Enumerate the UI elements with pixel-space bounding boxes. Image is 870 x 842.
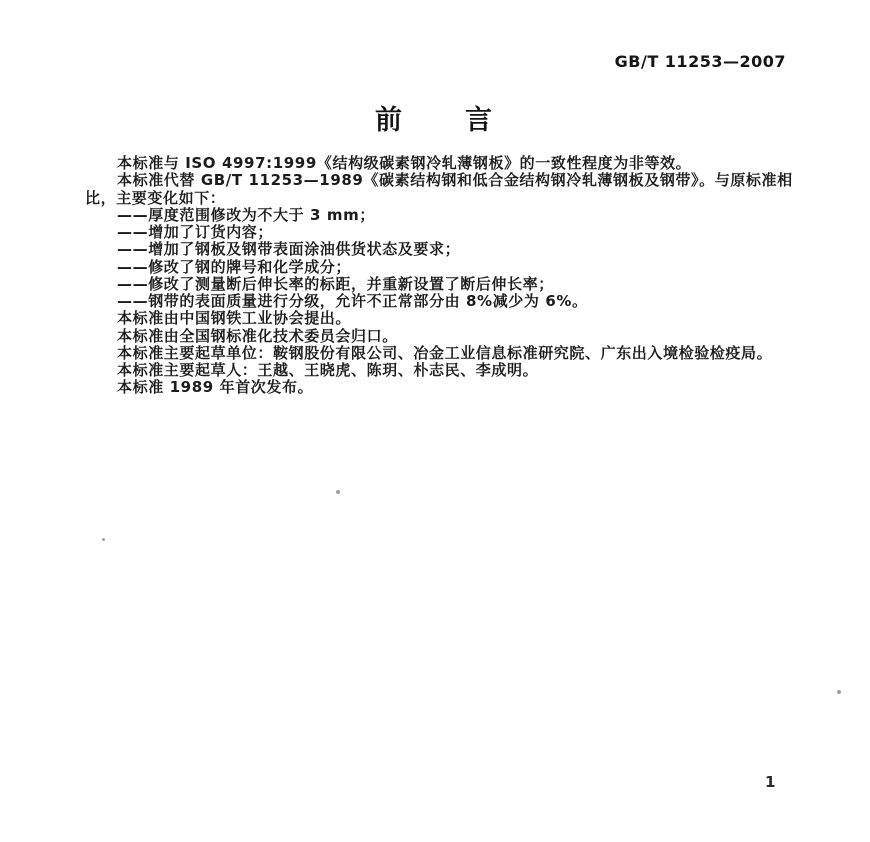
- text-line: ——修改了测量断后伸长率的标距，并重新设置了断后伸长率；: [117, 274, 554, 293]
- text-line: ——修改了钢的牌号和化学成分；: [117, 257, 352, 276]
- text-line: 本标准主要起草单位：鞍钢股份有限公司、冶金工业信息标准研究院、广东出入境检验检疫局。: [117, 343, 773, 362]
- scan-speck: [102, 538, 105, 541]
- text-line: ——增加了订货内容；: [117, 223, 274, 241]
- standard-number: GB/T 11253—2007: [614, 52, 786, 71]
- text-line: 本标准主要起草人：王越、王晓虎、陈玥、朴志民、李成明。: [117, 361, 539, 379]
- text-line: 本标准由中国钢铁工业协会提出。: [117, 309, 352, 328]
- text-line: 比，主要变化如下：: [85, 188, 226, 207]
- foreword-content: [85, 155, 815, 397]
- text-line: ——厚度范围修改为不大于 3 mm；: [117, 205, 375, 224]
- page-number: 1: [765, 773, 776, 791]
- page-title: 前 言: [375, 105, 495, 136]
- text-line: 本标准代替 GB/T 11253—1989《碳素结构钢和低合金结构钢冷轧薄钢板及钢带》。与原标准相: [117, 171, 793, 190]
- text-line: ——增加了钢板及钢带表面涂油供货状态及要求；: [117, 240, 461, 259]
- text-line: 本标准与 ISO 4997:1999《结构级碳素钢冷轧薄钢板》的一致性程度为非等效。: [117, 154, 692, 172]
- scan-speck: [837, 690, 841, 694]
- scan-speck: [336, 490, 340, 494]
- text-line: 本标准由全国钢标准化技术委员会归口。: [117, 326, 398, 345]
- text-line: 本标准 1989 年首次发布。: [117, 378, 314, 397]
- text-line: ——钢带的表面质量进行分级，允许不正常部分由 8%减少为 6%。: [117, 292, 588, 310]
